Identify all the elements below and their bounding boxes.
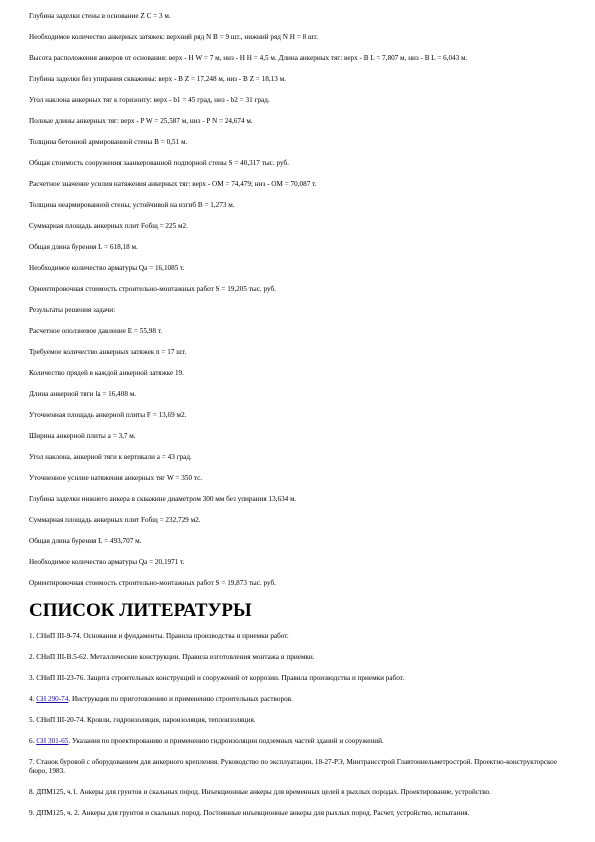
- reference-item: [29, 653, 561, 662]
- result-line: Глубина заделки нижнего анкера в скважине диаметром 300 мм без упирания 13,634 м.: [29, 495, 297, 503]
- result-line: Расчетное значение усилия натяжения анкерных тяг: верх - ОМ = 74,479; низ - ОМ = 70,087 т.: [29, 180, 317, 188]
- reference-text: 6.: [29, 737, 37, 745]
- reference-item: [29, 809, 561, 818]
- reference-text: 2. СНиП III-В.5-62. Металлические конструкции. Правила изготовления монтажа и приемки.: [29, 653, 315, 661]
- result-line: Требуемое количество анкерных затяжек n = 17 шт.: [29, 348, 187, 356]
- reference-link[interactable]: СН 301-65: [36, 737, 69, 745]
- references-list: [29, 632, 561, 818]
- reference-text: 3. СНиП III-23-76. Защита строительных конструкций и сооружений от коррозии. Правила производства и приемки работ.: [29, 674, 405, 682]
- reference-item: [29, 737, 561, 746]
- result-line: Глубина заделки без упирания скважины: верх - В Z = 17,248 м, низ - В Z = 18,13 м.: [29, 75, 286, 83]
- reference-item: [29, 674, 561, 683]
- result-line: Длина анкерной тяги lа = 16,408 м.: [29, 390, 137, 398]
- result-line: Ориентировочная стоимость строительно-монтажных работ S = 19,205 тыс. руб.: [29, 285, 276, 293]
- result-line: Необходимое количество анкерных затяжек: верхний ряд N В = 9 шт., нижний ряд N Н = 8 шт.: [29, 33, 318, 41]
- result-line: Уточненная площадь анкерной плиты F = 13,69 м2.: [29, 411, 187, 419]
- reference-text: 5. СНиП III-20-74. Кровли, гидроизоляция, пароизоляция, теплоизоляция.: [29, 716, 256, 724]
- reference-item: [29, 632, 561, 641]
- reference-text: 8. ДПМ125, ч.1. Анкеры для грунтов и скальных пород. Инъекционные анкеры для временных целей в рыхлых породах. Проектирование, устройство.: [29, 788, 491, 796]
- result-line: Ширина анкерной плиты а = 3,7 м.: [29, 432, 136, 440]
- result-line: Полные длины анкерных тяг: верх - P W = 25,587 м, низ - P N = 24,674 м.: [29, 117, 253, 125]
- result-line: Необходимое количество арматуры Qа = 16,1085 т.: [29, 264, 185, 272]
- reference-text-tail: . Указания по проектированию и применению гидроизоляции подземных частей зданий и сооружений.: [68, 737, 384, 745]
- reference-text: 7. Станок буровой с оборудованием для анкерного крепления. Руководство по эксплуатации, 18-27-РЭ, Минтрансстрой Главтоннельметрострой. Проектно-конструкторское бюро, 1983.: [29, 758, 558, 775]
- result-line: Необходимое количество арматуры Qа = 20,1971 т.: [29, 558, 185, 566]
- result-line: Угол наклона анкерных тяг к горизонту: верх - b1 = 45 град, низ - b2 = 31 град.: [29, 96, 270, 104]
- result-line: Толщина неармированной стены, устойчивой на изгиб В = 1,273 м.: [29, 201, 235, 209]
- result-line: Ориентировочная стоимость строительно-монтажных работ S = 19,873 тыс. руб.: [29, 579, 276, 587]
- reference-text: 1. СНиП III-9-74. Основания и фундаменты. Правила производства и приемки работ.: [29, 632, 289, 640]
- result-line: Глубина заделки стены в основание Z C = 3 м.: [29, 12, 171, 20]
- reference-text: 9. ДПМ125, ч. 2. Анкеры для грунтов и скальных пород. Постоянные инъекционные анкеры для рыхлых пород. Расчет, устройство, испытания.: [29, 809, 470, 817]
- result-line: Результаты решения задачи:: [29, 306, 116, 314]
- reference-link[interactable]: СН 290-74: [36, 695, 69, 703]
- result-line: Высота расположения анкеров от основания: верх - Н W = 7 м, низ - Н Н = 4,5 м. Длина анкерных тяг: верх - В L = 7,807 м, низ - В L = 6,043 м.: [29, 54, 468, 62]
- result-line: Толщина бетонной армированной стены В = 0,51 м.: [29, 138, 188, 146]
- result-line: Общая длина бурения L = 618,18 м.: [29, 243, 138, 251]
- reference-item: [29, 788, 561, 797]
- result-line: Угол наклона, анкерной тяги к вертикали a = 43 град.: [29, 453, 192, 461]
- references-heading: СПИСОК ЛИТЕРАТУРЫ: [29, 600, 252, 621]
- reference-text: 4.: [29, 695, 37, 703]
- reference-item: [29, 716, 561, 725]
- reference-item: [29, 758, 561, 776]
- result-line: Суммарная площадь анкерных плит Fобщ = 225 м2.: [29, 222, 188, 230]
- reference-text-tail: . Инструкция по приготовлению и применению строительных растворов.: [68, 695, 293, 703]
- result-line: Расчетное оползневое давление Е = 55,98 т.: [29, 327, 163, 335]
- result-line: Суммарная площадь анкерных плит Fобщ = 232,729 м2.: [29, 516, 201, 524]
- document-body: [29, 12, 561, 830]
- reference-item: [29, 695, 561, 704]
- result-line: Общая стоимость сооружения заанкерованной подпорной стены S = 40,317 тыс. руб.: [29, 159, 289, 167]
- result-line: Уточненное усилие натяжения анкерных тяг W = 350 тс.: [29, 474, 203, 482]
- results-section: [29, 12, 561, 588]
- result-line: Общая длина бурения L = 493,707 м.: [29, 537, 142, 545]
- result-line: Количество прядей в каждой анкерной затяжке 19.: [29, 369, 184, 377]
